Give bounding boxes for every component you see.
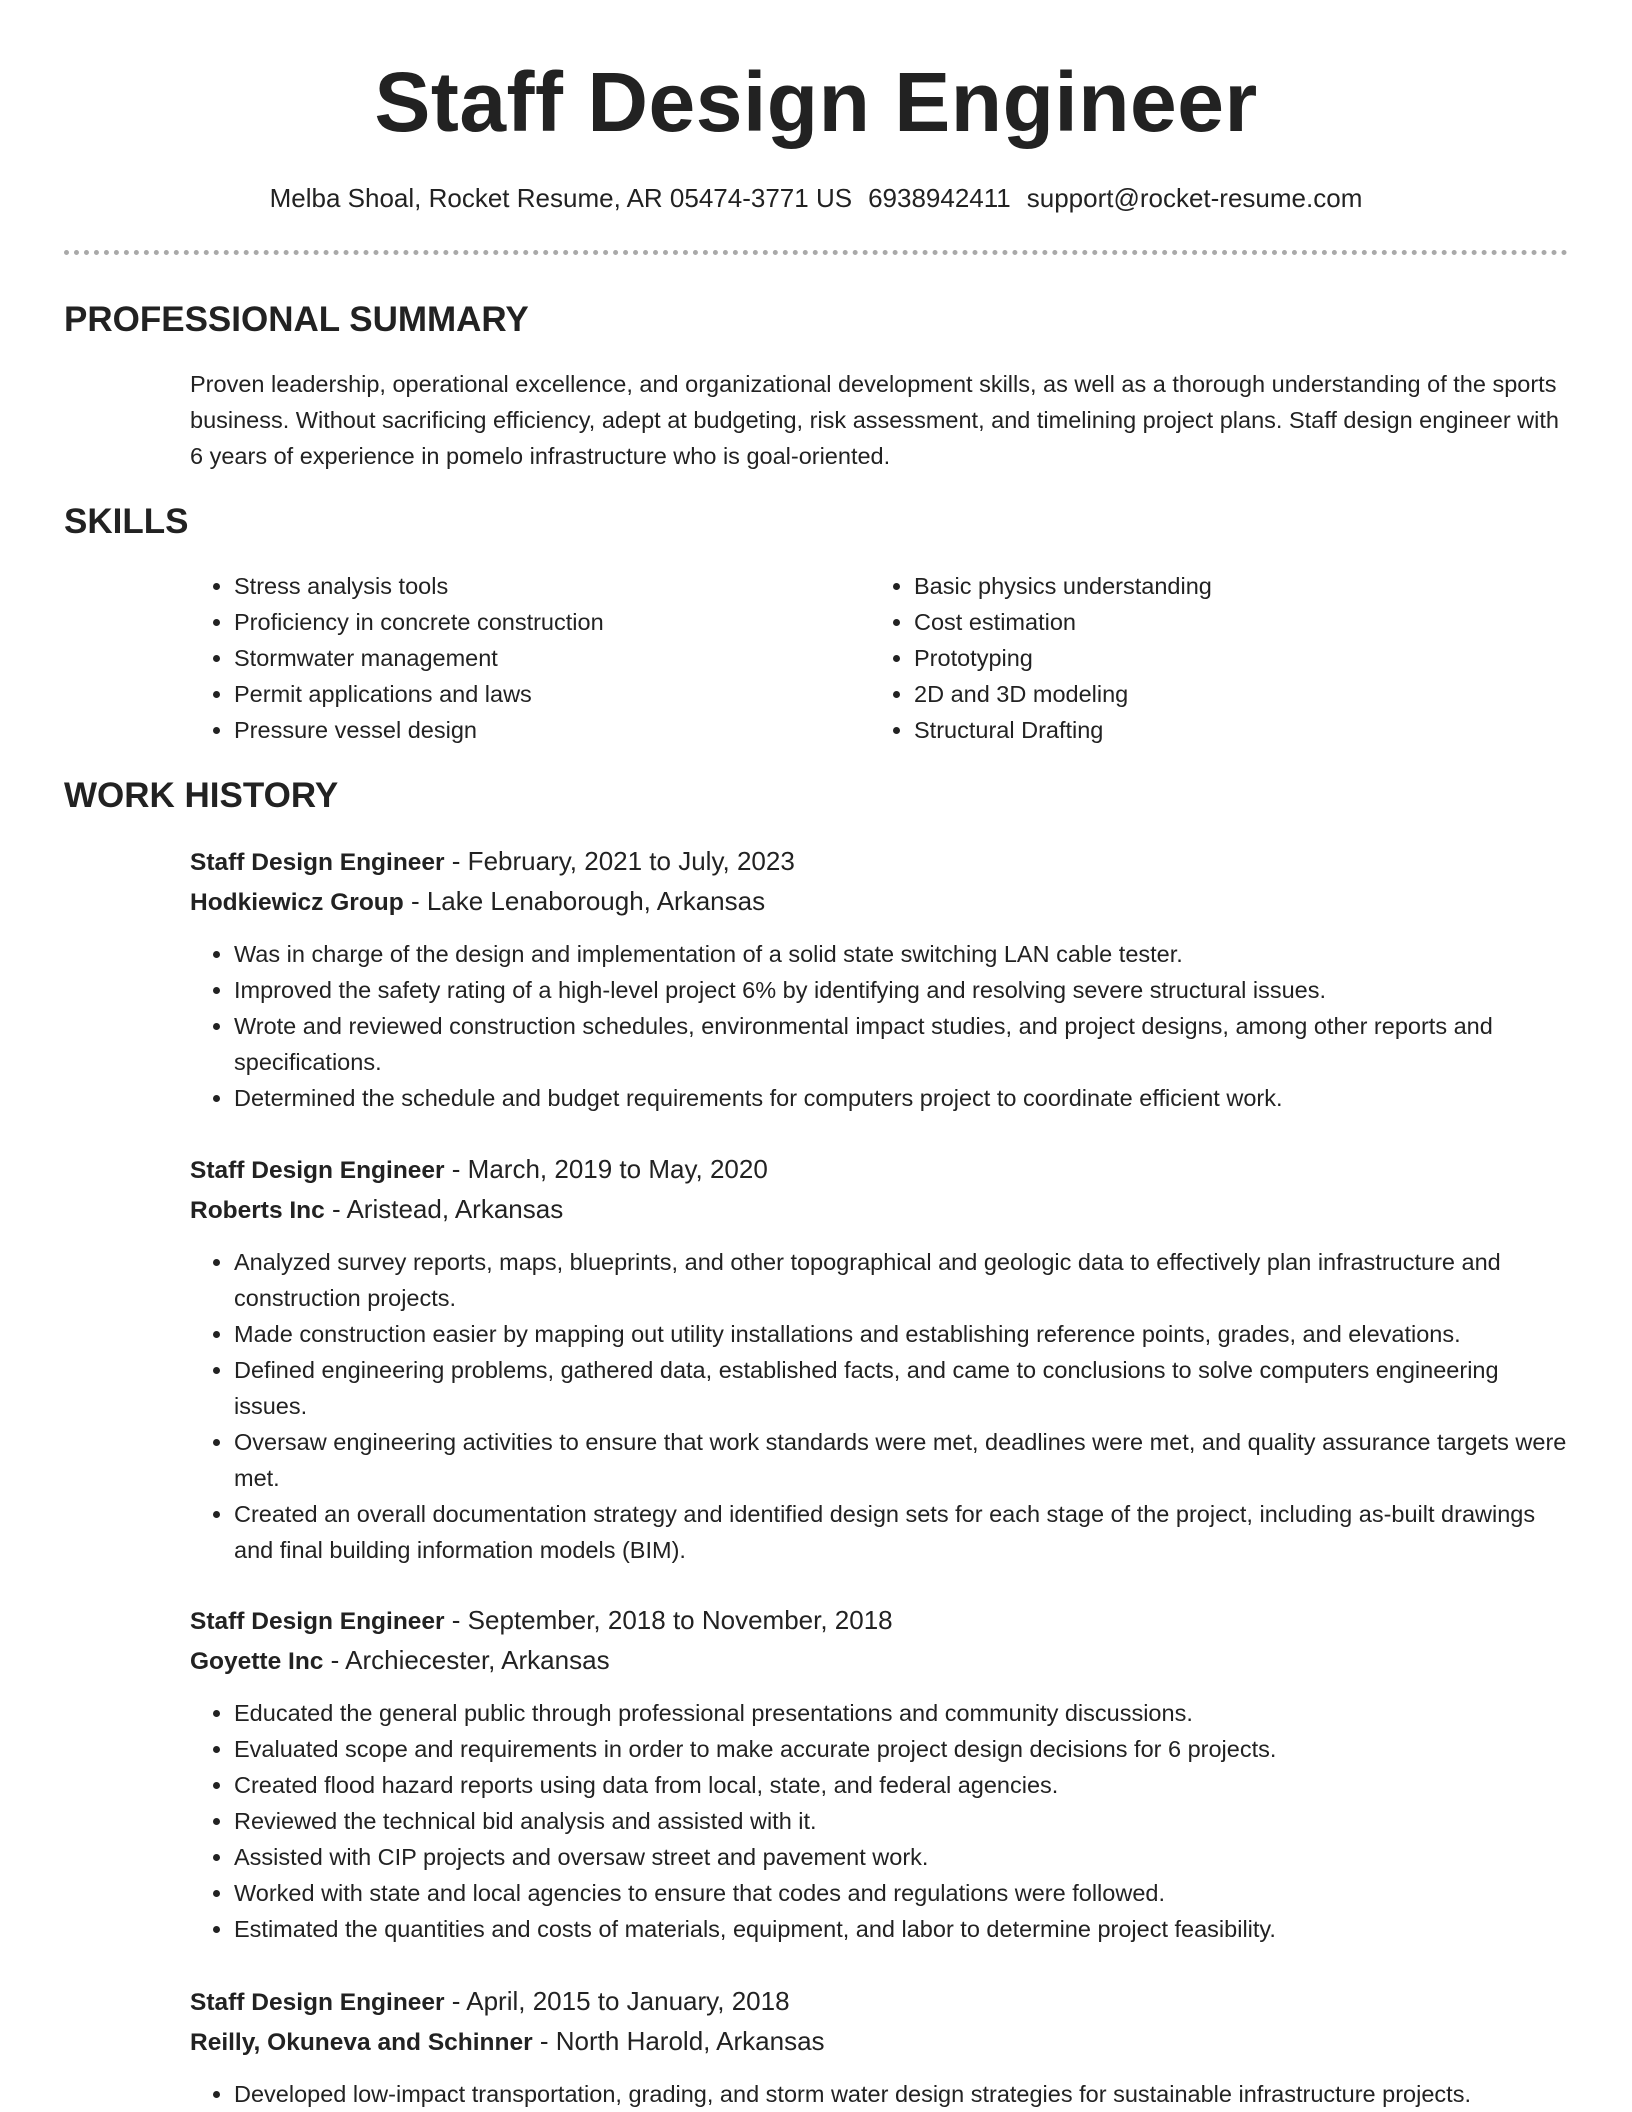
job-bullets — [190, 1695, 1570, 1947]
job-title-line — [190, 842, 1570, 882]
skill-item: • Basic physics understanding — [914, 568, 1530, 604]
job-location: - Lake Lenaborough, Arkansas — [403, 886, 766, 916]
job-bullet: • Educated the general public through professional presentations and community discussions. — [234, 1695, 1570, 1731]
job-bullet: • Was in charge of the design and implementation of a solid state switching LAN cable tester. — [234, 936, 1570, 972]
job-company: Roberts Inc — [190, 1197, 325, 1224]
skills-column-right — [870, 568, 1530, 748]
job-entry — [190, 1982, 1570, 2112]
job-bullet: • Defined engineering problems, gathered data, established facts, and came to conclusions to solve computers engineering issues. — [234, 1352, 1570, 1424]
job-role: Staff Design Engineer — [190, 849, 445, 876]
skill-item: • Prototyping — [914, 640, 1530, 676]
job-bullets — [190, 2076, 1570, 2112]
job-company-line — [190, 882, 1570, 922]
job-company-line — [190, 2022, 1570, 2062]
skill-item: • Stress analysis tools — [234, 568, 850, 604]
contact-line — [0, 180, 1632, 216]
job-entry — [190, 1601, 1570, 1947]
job-bullets — [190, 936, 1570, 1116]
job-location: - Archiecester, Arkansas — [323, 1645, 610, 1675]
job-location: - North Harold, Arkansas — [532, 2026, 825, 2056]
job-company: Reilly, Okuneva and Schinner — [190, 2029, 533, 2056]
job-entry — [190, 842, 1570, 1116]
candidate-title: Staff Design Engineer — [374, 55, 1258, 149]
job-bullet: • Oversaw engineering activities to ensure that work standards were met, deadlines were met, and quality assurance targets were met. — [234, 1424, 1570, 1496]
summary-heading: PROFESSIONAL SUMMARY — [64, 300, 529, 339]
job-bullet: • Reviewed the technical bid analysis and assisted with it. — [234, 1803, 1570, 1839]
job-bullet: • Made construction easier by mapping out utility installations and establishing reference points, grades, and elevations. — [234, 1316, 1570, 1352]
skill-item: • Cost estimation — [914, 604, 1530, 640]
skill-item: • Proficiency in concrete construction — [234, 604, 850, 640]
job-bullet: • Worked with state and local agencies to ensure that codes and regulations were followed. — [234, 1875, 1570, 1911]
job-dates: - September, 2018 to November, 2018 — [444, 1605, 893, 1635]
job-bullet: • Assisted with CIP projects and oversaw street and pavement work. — [234, 1839, 1570, 1875]
job-company-line — [190, 1190, 1570, 1230]
contact-address: Melba Shoal, Rocket Resume, AR 05474-3771 US — [269, 183, 853, 213]
skill-item: • Structural Drafting — [914, 712, 1530, 748]
job-bullet: • Analyzed survey reports, maps, blueprints, and other topographical and geologic data to effectively plan infrastructure and construction projects. — [234, 1244, 1570, 1316]
job-bullet: • Developed low-impact transportation, grading, and storm water design strategies for sustainable infrastructure projects. — [234, 2076, 1570, 2112]
job-bullet: • Improved the safety rating of a high-level project 6% by identifying and resolving severe structural issues. — [234, 972, 1570, 1008]
job-bullet: • Created flood hazard reports using data from local, state, and federal agencies. — [234, 1767, 1570, 1803]
contact-phone: 6938942411 — [868, 183, 1011, 213]
job-company: Goyette Inc — [190, 1648, 324, 1675]
job-role: Staff Design Engineer — [190, 1157, 445, 1184]
summary-text: Proven leadership, operational excellence, and organizational development skills, as well as a thorough understanding of the sports business. Without sacrificing efficiency, adept at budgeting, risk assessment, and timelining project plans. Staff design engineer with 6 years of experience in pomelo infrastructure who is goal-oriented. — [190, 371, 1559, 469]
job-bullet: • Created an overall documentation strategy and identified design sets for each stage of the project, including as-built drawings and final building information models (BIM). — [234, 1496, 1570, 1568]
job-title-line — [190, 1982, 1570, 2022]
job-company: Hodkiewicz Group — [190, 889, 404, 916]
job-role: Staff Design Engineer — [190, 1608, 445, 1635]
skill-item: • Stormwater management — [234, 640, 850, 676]
job-title-line — [190, 1150, 1570, 1190]
job-dates: - April, 2015 to January, 2018 — [444, 1986, 790, 2016]
header-divider — [64, 250, 1568, 255]
job-role: Staff Design Engineer — [190, 1989, 445, 2016]
skill-item: • Permit applications and laws — [234, 676, 850, 712]
job-location: - Aristead, Arkansas — [324, 1194, 564, 1224]
skills-column-left — [190, 568, 850, 748]
job-entry — [190, 1150, 1570, 1568]
job-bullet: • Wrote and reviewed construction schedules, environmental impact studies, and project designs, among other reports and specifications. — [234, 1008, 1570, 1080]
job-company-line — [190, 1641, 1570, 1681]
job-bullet: • Estimated the quantities and costs of materials, equipment, and labor to determine project feasibility. — [234, 1911, 1570, 1947]
job-bullets — [190, 1244, 1570, 1568]
job-dates: - February, 2021 to July, 2023 — [444, 846, 795, 876]
skill-item: • 2D and 3D modeling — [914, 676, 1530, 712]
work-history-heading: WORK HISTORY — [64, 776, 339, 815]
skills-heading: SKILLS — [64, 502, 189, 541]
job-dates: - March, 2019 to May, 2020 — [444, 1154, 768, 1184]
skill-item: • Pressure vessel design — [234, 712, 850, 748]
job-title-line — [190, 1601, 1570, 1641]
contact-email[interactable]: support@rocket-resume.com — [1026, 183, 1363, 213]
job-bullet: • Evaluated scope and requirements in order to make accurate project design decisions for 6 projects. — [234, 1731, 1570, 1767]
job-bullet: • Determined the schedule and budget requirements for computers project to coordinate efficient work. — [234, 1080, 1570, 1116]
